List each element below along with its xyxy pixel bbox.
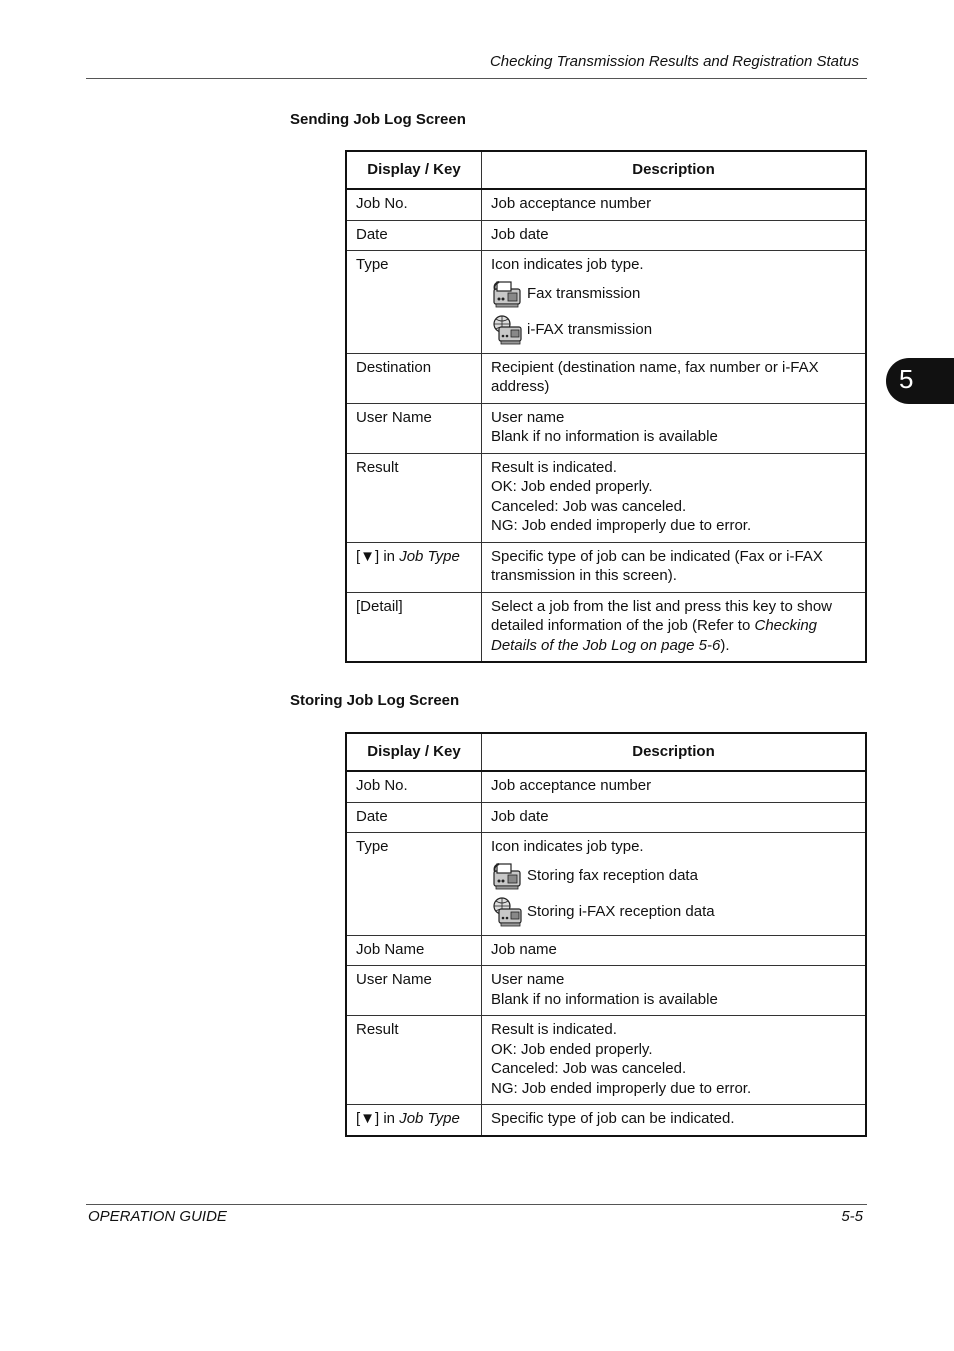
column-header-description: Description: [482, 151, 867, 189]
icon-label: Fax transmission: [527, 284, 641, 302]
description-line: Blank if no information is available: [491, 990, 718, 1008]
sending-job-log-table: [345, 150, 867, 663]
fax-machine-icon: [491, 279, 523, 309]
description-line: OK: Job ended properly.: [491, 1040, 653, 1058]
table-row: [346, 453, 866, 542]
table-row: [346, 353, 866, 403]
table-row: [346, 802, 866, 833]
key-cell: Type: [346, 251, 482, 354]
description-cell: [482, 966, 867, 1016]
storing-job-log-table: [345, 732, 867, 1137]
key-text: [▼] in: [356, 1110, 400, 1127]
table-row: [346, 542, 866, 592]
key-text-italic: Job Type: [399, 547, 460, 565]
ifax-machine-icon: [491, 315, 523, 345]
column-header-key: Display / Key: [346, 151, 482, 189]
icon-entry: [491, 313, 857, 347]
chapter-tab: [886, 358, 954, 404]
description-cell: [482, 403, 867, 453]
header-rule: [86, 78, 867, 79]
description-cell: Job acceptance number: [482, 189, 867, 220]
description-line: User name: [491, 408, 565, 426]
key-cell: Destination: [346, 353, 482, 403]
page-number: 5-5: [841, 1208, 863, 1225]
table-row: [346, 935, 866, 966]
fax-machine-icon: [491, 861, 523, 891]
key-cell: Type: [346, 833, 482, 936]
description-cell: [482, 1016, 867, 1105]
key-text-italic: Job Type: [399, 1110, 460, 1127]
description-cell: Job date: [482, 802, 867, 833]
column-header-description: Description: [482, 733, 867, 771]
description-cell: [482, 251, 867, 354]
description-text: Icon indicates job type.: [491, 838, 644, 855]
icon-entry: [491, 895, 857, 929]
section-title-storing: Storing Job Log Screen: [290, 692, 460, 709]
table-header-row: [346, 733, 866, 771]
description-cell: Specific type of job can be indicated.: [482, 1105, 867, 1136]
key-cell: [Detail]: [346, 592, 482, 662]
description-line: Result is indicated.: [491, 458, 617, 476]
icon-label: Storing fax reception data: [527, 866, 698, 884]
key-cell: User Name: [346, 403, 482, 453]
section-title-sending: Sending Job Log Screen: [290, 111, 466, 128]
table-row: [346, 403, 866, 453]
table-row: [346, 966, 866, 1016]
description-cell: Specific type of job can be indicated (Fax or i-FAX transmission in this screen).: [482, 542, 867, 592]
description-cell: Job name: [482, 935, 867, 966]
table-row: [346, 220, 866, 251]
chapter-number: 5: [899, 364, 914, 394]
table-header-row: [346, 151, 866, 189]
icon-entry: [491, 277, 857, 311]
key-cell: Date: [346, 220, 482, 251]
table-row: [346, 251, 866, 354]
key-cell: Result: [346, 453, 482, 542]
description-cell: [482, 833, 867, 936]
table-row: [346, 592, 866, 662]
description-text: Icon indicates job type.: [491, 256, 644, 273]
description-line: Canceled: Job was canceled.: [491, 1060, 687, 1077]
key-cell: Date: [346, 802, 482, 833]
description-line: NG: Job ended improperly due to error.: [491, 517, 752, 534]
key-cell: Job Name: [346, 935, 482, 966]
key-text: [▼] in: [356, 547, 400, 565]
description-cell: Job date: [482, 220, 867, 251]
table-row: [346, 833, 866, 936]
key-cell: [346, 542, 482, 592]
description-text: Select a job from the list and press this key to show detailed information of the job (Refer to: [491, 597, 832, 634]
footer-guide-title: OPERATION GUIDE: [88, 1208, 227, 1225]
key-cell: User Name: [346, 966, 482, 1016]
table-row: [346, 1016, 866, 1105]
description-line: Canceled: Job was canceled.: [491, 497, 687, 515]
description-line: OK: Job ended properly.: [491, 478, 653, 495]
footer-rule: [86, 1204, 867, 1205]
description-text: ).: [720, 636, 730, 654]
description-line: User name: [491, 971, 565, 988]
icon-label: Storing i-FAX reception data: [527, 902, 715, 920]
key-cell: Job No.: [346, 771, 482, 802]
table-row: [346, 1105, 866, 1136]
icon-entry: [491, 859, 857, 893]
key-cell: Job No.: [346, 189, 482, 220]
ifax-machine-icon: [491, 897, 523, 927]
table-row: [346, 771, 866, 802]
description-cell: Job acceptance number: [482, 771, 867, 802]
description-cell: [482, 592, 867, 662]
running-header: Checking Transmission Results and Registration Status: [489, 53, 859, 70]
key-cell: [346, 1105, 482, 1136]
icon-label: i-FAX transmission: [527, 320, 653, 338]
cross-reference: Checking Details of the Job Log on page 5-6: [491, 617, 818, 654]
table-row: [346, 189, 866, 220]
description-cell: [482, 453, 867, 542]
description-line: NG: Job ended improperly due to error.: [491, 1079, 752, 1097]
description-line: Result is indicated.: [491, 1021, 617, 1038]
description-line: Blank if no information is available: [491, 428, 718, 445]
key-cell: Result: [346, 1016, 482, 1105]
description-cell: Recipient (destination name, fax number or i-FAX address): [482, 353, 867, 403]
column-header-key: Display / Key: [346, 733, 482, 771]
